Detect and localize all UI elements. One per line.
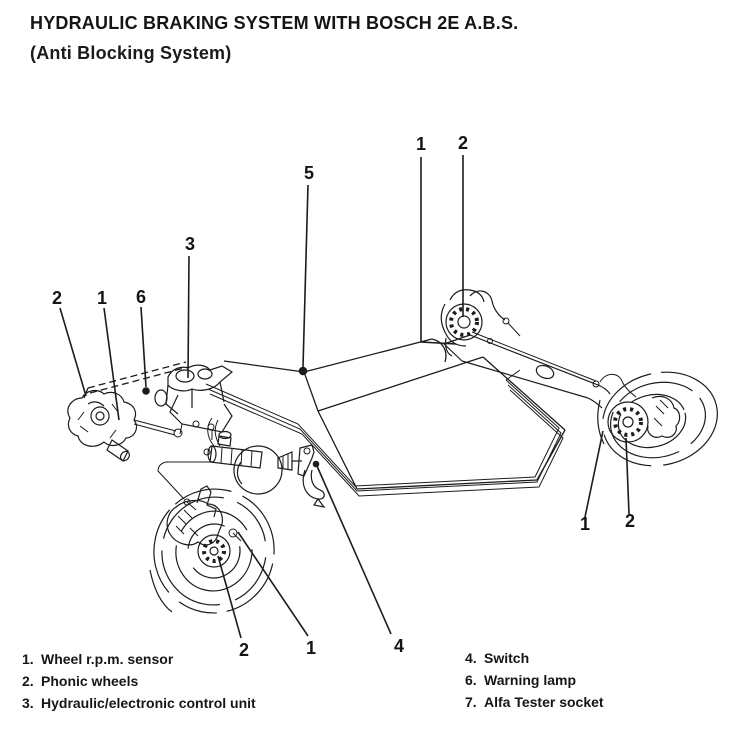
front-left-brake-disc xyxy=(142,478,285,624)
phonic-ring xyxy=(451,309,477,335)
callout-labels xyxy=(52,133,635,660)
callout-front-disc-sensor: 1 xyxy=(305,638,317,658)
floor-pan-edge xyxy=(483,357,565,430)
legend-left-column xyxy=(22,648,352,714)
tire-arc xyxy=(150,570,172,612)
pedal-pad xyxy=(314,499,324,507)
pipe-bundle xyxy=(206,380,559,486)
pipe-bundle xyxy=(208,385,561,491)
car-body-outline xyxy=(84,339,565,489)
boot-ribs xyxy=(283,454,288,470)
bracket-hole xyxy=(193,421,199,427)
axle-pipe xyxy=(472,332,596,381)
legend-item-warning-lamp xyxy=(465,669,725,691)
callout-warning-lamp: 6 xyxy=(135,287,147,307)
legend-item-switch xyxy=(465,647,725,669)
legend-item-alfa-tester-socket xyxy=(465,691,725,713)
title-main: HYDRAULIC BRAKING SYSTEM WITH BOSCH 2E A.B.S. xyxy=(30,13,519,33)
master-cylinder xyxy=(210,446,262,468)
leader-front-left-phonic xyxy=(60,308,86,396)
rear-right-hose xyxy=(600,374,636,397)
knuckle-body xyxy=(68,391,137,447)
floor-pan-edge xyxy=(318,357,483,411)
phonic-ring xyxy=(204,541,224,561)
brake-pipes xyxy=(158,332,636,510)
leader-rear-right-phonic xyxy=(626,438,629,514)
pipe-bundle xyxy=(210,390,563,496)
body-seam xyxy=(224,361,304,372)
legend-item-wheel-rpm-sensor xyxy=(22,648,352,670)
callout-rear-right-sensor: 1 xyxy=(579,514,591,534)
rear-right-brake-disc xyxy=(593,360,728,477)
callout-rear-left-phonic: 2 xyxy=(457,133,469,153)
legend-label: Warning lamp xyxy=(484,672,577,688)
legend-label: Phonic wheels xyxy=(41,673,139,689)
legend-number: 6. xyxy=(465,672,477,688)
leader-rear-left-sensor xyxy=(421,157,456,344)
callout-front-disc-phonic: 2 xyxy=(238,640,250,660)
callout-switch: 4 xyxy=(393,636,405,656)
legend-number: 3. xyxy=(22,695,34,711)
brake-hose xyxy=(508,323,520,336)
caliper-body xyxy=(167,500,222,544)
leader-warning-lamp xyxy=(141,307,146,387)
tire-arc xyxy=(142,478,285,624)
legend-number: 4. xyxy=(465,650,477,666)
leader-lines xyxy=(60,155,629,638)
callout-control-unit: 3 xyxy=(184,234,196,254)
legend-item-control-unit xyxy=(22,692,352,714)
legend-label: Switch xyxy=(484,650,530,666)
legend-number: 7. xyxy=(465,694,477,710)
legend-label: Alfa Tester socket xyxy=(484,694,604,710)
tie-rod xyxy=(134,420,176,435)
booster-shell xyxy=(234,446,282,494)
callout-rear-left-sensor: 1 xyxy=(415,134,427,154)
front-brake-hose xyxy=(158,462,212,499)
bracket-hole xyxy=(304,448,310,454)
hub-circle xyxy=(96,412,104,420)
hatching xyxy=(78,404,118,438)
leader-rear-right-sensor xyxy=(585,431,603,517)
callout-front-left-sensor: 1 xyxy=(96,288,108,308)
leader-control-unit xyxy=(188,256,189,378)
title-sub: (Anti Blocking System) xyxy=(30,43,232,63)
hatching xyxy=(654,400,668,426)
unit-dome xyxy=(198,369,212,379)
legend-right-column xyxy=(465,647,725,713)
callout-rear-right-phonic: 2 xyxy=(624,511,636,531)
stub-axle xyxy=(107,440,128,461)
knuckle-detail xyxy=(88,402,104,406)
front-left-knuckle xyxy=(68,391,182,463)
item-five-dot xyxy=(300,368,307,375)
pump-motor xyxy=(155,390,167,406)
leader-front-disc-phonic xyxy=(218,556,241,638)
brake-booster-master-cylinder xyxy=(204,432,302,495)
warning-lamp-dot xyxy=(143,388,149,394)
switch-dot xyxy=(314,462,319,467)
legend-label: Hydraulic/electronic control unit xyxy=(41,695,256,711)
callout-item-five: 5 xyxy=(303,163,315,183)
tire-arc xyxy=(152,487,276,614)
disc-arc xyxy=(183,519,245,583)
callout-front-left-phonic: 2 xyxy=(51,288,63,308)
hub-circle xyxy=(91,407,109,425)
body-seam xyxy=(304,339,432,372)
unit-bracket xyxy=(170,395,232,432)
leader-front-left-sensor xyxy=(104,308,119,420)
hub-center xyxy=(210,547,218,555)
dash-panel-line xyxy=(88,362,186,388)
tire-arc xyxy=(593,360,728,477)
hub-center xyxy=(623,417,633,427)
axle-edge xyxy=(462,361,588,398)
legend-label: Wheel r.p.m. sensor xyxy=(41,651,174,667)
legend-number: 1. xyxy=(22,651,34,667)
axle-edge xyxy=(444,344,462,361)
caliper-body xyxy=(648,396,680,437)
cap-detail xyxy=(204,449,210,455)
legend-item-phonic-wheels xyxy=(22,670,352,692)
body-seam xyxy=(304,372,318,411)
floor-pan-edge xyxy=(318,411,357,489)
axle-edge xyxy=(470,335,598,385)
leader-front-disc-sensor xyxy=(238,532,308,636)
leader-item-five xyxy=(303,185,308,367)
load-proportioning-valve xyxy=(534,363,555,381)
legend-number: 2. xyxy=(22,673,34,689)
hub-center xyxy=(458,316,470,328)
unit-dome xyxy=(176,370,194,382)
brake-hose xyxy=(470,291,505,320)
bracket-hole xyxy=(208,424,214,430)
rear-axle xyxy=(444,335,610,408)
rim-arc xyxy=(169,504,260,598)
